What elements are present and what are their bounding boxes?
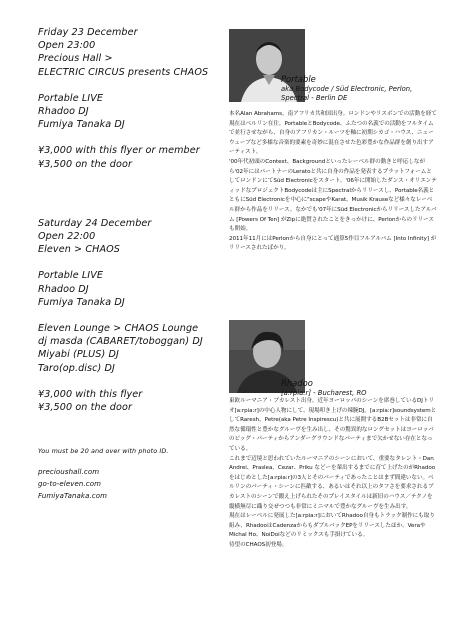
portable-bio (229, 110, 437, 254)
bio-paragraph: 2011年11月にはPerlonから自身にとって通算5作目フルアルバム [Into Infinity] がリリースされたばかり。 (229, 235, 437, 252)
event1-presents: ELECTRIC CIRCUS presents CHAOS (38, 66, 209, 78)
event2-lineup-item: Rhadoo DJ (38, 283, 89, 295)
event1-lineup-item: Fumiya Tanaka DJ (38, 119, 125, 131)
website-link[interactable]: precioushall.com (38, 468, 100, 477)
event2-lounge-item: Miyabi (PLUS) DJ (38, 349, 119, 361)
event1-date: Friday 23 December (38, 27, 138, 38)
artist-aka: aka Bodycode / Süd Electronic, Perlon, (281, 85, 413, 93)
event2-lineup-item: Fumiya Tanaka DJ (38, 296, 125, 308)
bio-paragraph: '00年代初頭のContext、Backgroundといったレーベル群の動きと呼応しながら'02年にはパートナーのLeratoと共に自身の作品を発表するプラットフォームとしてロンドンにてSüd Electronicをスタート。'06年に開始したダンス・オリエンティッドなプロジェクトBodycodeは主にSpectralからリリースし、Portable名義とともにSüd Electronicを中心に"scapeやKarat、Musik Krauseなど様々なレーベル群から作品をリリース。なかでも'07年にSüd Electronicからリリースしたアルバム [Powers Of Ten] がZipに絶賛されたことをきっかけに、Perlonからのリリースも開始。 (229, 158, 437, 233)
event1-price: ¥3,000 with this flyer or member (38, 145, 200, 157)
event2-open-time: Open 22:00 (38, 231, 96, 243)
bio-paragraph: 東欧ルーマニア・ブカレスト出身。近年ヨーロッパのシーンを席巻しているDJトリオ[a:rpia:r]の中心人物にして、現場叩き上げの辣腕DJ。[a:rpia:r]soundsystemとしてRaresh、Petre(aka Petre Inspirescu)と共に展開するB2Bセットは非常に自然な循環性と豊かなグルーヴを生み出し、その驚異的なロングセットはヨーロッパのビッグ・パーティからアンダーグラウンドなパーティまで欠かせない存在となっている。 (229, 398, 437, 452)
artist-name: Portable (281, 74, 316, 84)
artist-name: Rhadoo (281, 378, 313, 388)
event2-price: ¥3,000 with this flyer (38, 388, 143, 400)
event2-lineup-item: Portable LIVE (38, 270, 104, 282)
bio-paragraph: 本名Alan Abrahams。南アフリカ共和国出身。ロンドンやリスボンでの活動を経て現在はベルリン在住。PortableとBodycode、ふたつの名義での活動をフルタイムで並行させながら、自身のアフリカン・ルーツを軸に初期シカゴ・ハウス、ニューウェーブなど多様な音楽的要素を奇妙に混在させた色彩豊かな作品群を創り出すアーティスト。 (229, 111, 437, 156)
age-notice: You must be 20 and over with photo ID. (38, 447, 169, 456)
rhadoo-caption (281, 378, 367, 398)
event1-lineup-item: Rhadoo DJ (38, 106, 89, 118)
bio-paragraph: 待望のCHAOS初登場。 (229, 541, 288, 548)
event2-date: Saturday 24 December (38, 217, 152, 229)
website-link[interactable]: FumiyaTanaka.com (38, 492, 108, 501)
event2-price: ¥3,500 on the door (38, 402, 132, 414)
portable-caption (281, 74, 412, 103)
rhadoo-bio (229, 397, 437, 551)
event2-venue: Eleven > CHAOS (38, 244, 120, 256)
bio-paragraph: これまで辺境と思われていたルーマニアのシーンにおいて、重要なタレント・Dan Andrei、Praslea、Cezar、Priku などーを輩出するまでに育て上げたのがRhadooをはじめとした[a:rpia:r]の3人とそのパーティであったことはまず間違いない。ベルリンのパーティ・シーンに匹敵する、あるいはそれ以上のタフさを要求されるブカレストのシーンで鍛え上げられたそのプレイスタイルは新旧のハウス／テクノを縦横無尽に織り交ぜつつも非常にミニマルで豊かなグルーヴを生み出す。 (229, 455, 436, 510)
event2-lounge-item: Taro(op.disc) DJ (38, 362, 115, 374)
event1-open-time: Open 23:00 (38, 40, 96, 52)
event2-lounge-title: Eleven Lounge > CHAOS Lounge (38, 323, 199, 335)
artist-aka: [a:rpia:r] - Bucharest, RO (281, 389, 367, 397)
event1-venue: Precious Hall > (38, 53, 113, 65)
event1-price: ¥3,500 on the door (38, 158, 132, 170)
artist-origin: Spectral - Berlin DE (281, 94, 348, 103)
event2-lounge-item: dj masda (CABARET/toboggan) DJ (38, 336, 203, 348)
website-link[interactable]: go-to-eleven.com (38, 480, 102, 489)
event1-lineup-item: Portable LIVE (38, 92, 104, 104)
event-info-column (38, 26, 238, 502)
bio-paragraph: 現在はレーベルに発展した[a:rpia:r]においてRhadoo自身もトラック制作にも取り組み、RhadooはCadenzaからもダブルパックEPをリリースしたほか、VeraやMichal Ho、NoiDoiなどのリミックスも手掛けている。 (229, 513, 435, 539)
